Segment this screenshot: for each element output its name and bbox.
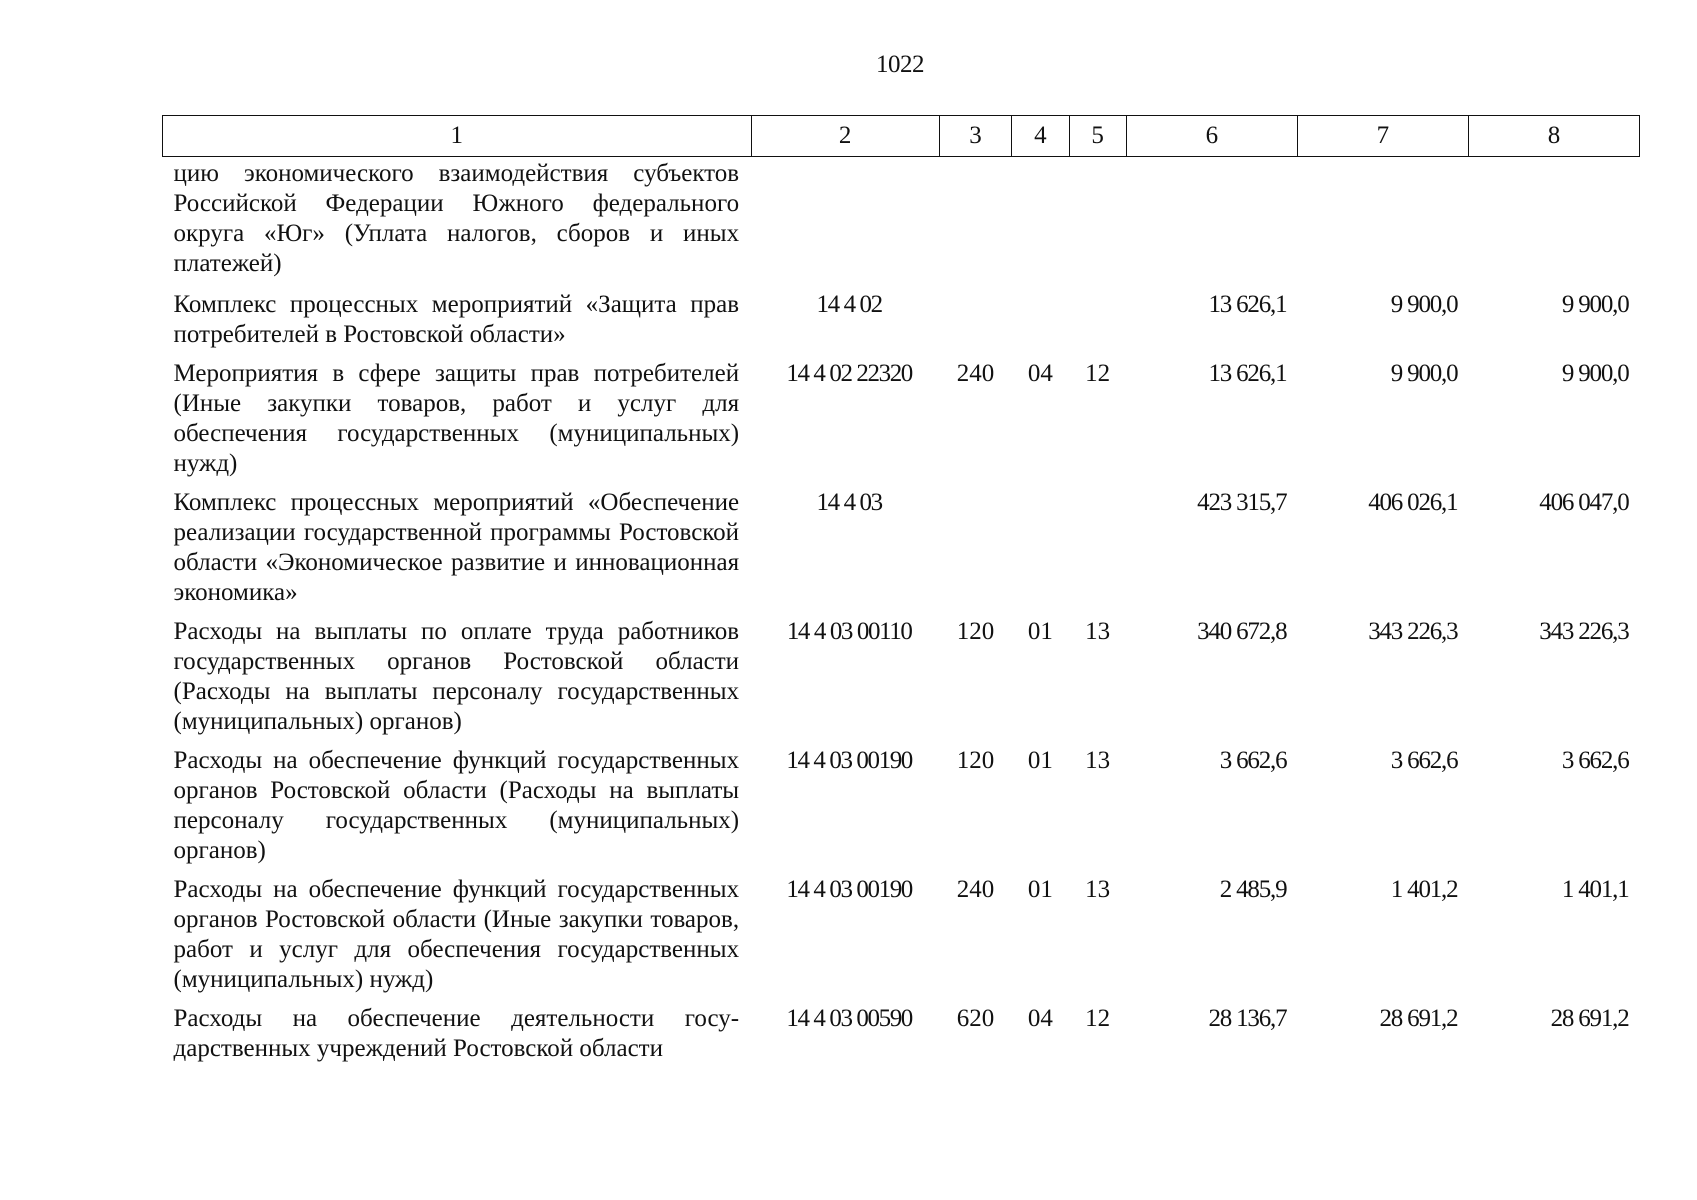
row-year3 xyxy=(1468,157,1639,286)
row-name: Мероприятия в сфере защиты прав потребителей (Иные закупки товаров, работ и услуг для обеспечения государственных (муниципальных) нужд) xyxy=(173,360,740,477)
row-year2 xyxy=(1297,157,1468,286)
table-row xyxy=(163,741,1640,870)
row-code: 14 4 03 00190 xyxy=(786,747,912,774)
table-row xyxy=(163,483,1640,612)
row-vr: 240 xyxy=(956,360,995,387)
row-year3: 343 226,3 xyxy=(1539,618,1629,645)
row-name: цию экономического взаимодействия субъектов Российской Федерации Южного федерального округа «Юг» (Уплата налогов, сборов и иных платежей) xyxy=(173,160,740,277)
row-pr xyxy=(1069,285,1126,354)
row-pr xyxy=(1069,483,1126,612)
row-name: Расходы на обеспечение функций государственных органов Ростовской области (Расходы на выплаты персоналу государственных (муниципальных) органов) xyxy=(173,747,740,864)
row-year3: 28 691,2 xyxy=(1550,1005,1629,1032)
row-vr: 240 xyxy=(956,876,995,903)
row-name: Комплекс процессных мероприятий «Защита прав потребителей в Ростовской области» xyxy=(173,291,740,348)
row-year2: 1 401,2 xyxy=(1390,876,1458,903)
page-number: 1022 xyxy=(876,51,924,78)
row-name: Расходы на обеспечение функций государственных органов Ростовской области (Иные закупки товаров, работ и услуг для обеспечения государственных (муниципальных) нужд) xyxy=(173,876,740,993)
row-rz xyxy=(1012,157,1069,286)
row-year1: 423 315,7 xyxy=(1197,489,1287,516)
row-rz xyxy=(1012,483,1069,612)
table-row xyxy=(163,354,1640,483)
row-year3: 9 900,0 xyxy=(1561,291,1629,318)
row-vr: 620 xyxy=(956,1005,995,1032)
row-rz: 04 xyxy=(1027,1005,1053,1032)
row-code: 14 4 03 00590 xyxy=(786,1005,912,1032)
header-col-7: 7 xyxy=(1297,116,1468,157)
table-row xyxy=(163,157,1640,286)
row-rz: 01 xyxy=(1027,618,1053,645)
row-vr: 120 xyxy=(956,747,995,774)
row-pr: 13 xyxy=(1085,747,1111,774)
table-row xyxy=(163,285,1640,354)
row-year1: 28 136,7 xyxy=(1208,1005,1287,1032)
row-year1: 13 626,1 xyxy=(1208,360,1287,387)
row-year3: 1 401,1 xyxy=(1561,876,1629,903)
row-year3: 3 662,6 xyxy=(1561,747,1629,774)
row-rz xyxy=(1012,285,1069,354)
row-pr: 12 xyxy=(1085,1005,1111,1032)
table-row xyxy=(163,999,1640,1068)
row-year1: 2 485,9 xyxy=(1219,876,1287,903)
row-vr xyxy=(939,483,1011,612)
header-col-3: 3 xyxy=(939,116,1011,157)
row-year3: 406 047,0 xyxy=(1539,489,1629,516)
row-year2: 9 900,0 xyxy=(1390,291,1458,318)
table-row xyxy=(163,870,1640,999)
row-year1: 3 662,6 xyxy=(1219,747,1287,774)
row-year2: 9 900,0 xyxy=(1390,360,1458,387)
row-year1: 13 626,1 xyxy=(1208,291,1287,318)
row-vr: 120 xyxy=(956,618,995,645)
budget-table xyxy=(162,115,1640,1068)
table-row xyxy=(163,612,1640,741)
row-rz: 01 xyxy=(1027,876,1053,903)
row-code xyxy=(751,157,939,286)
row-year2: 406 026,1 xyxy=(1368,489,1458,516)
row-year3: 9 900,0 xyxy=(1561,360,1629,387)
row-name: Расходы на обеспечение деятельности государственных учреждений Ростовской области xyxy=(173,1005,740,1062)
header-col-4: 4 xyxy=(1012,116,1069,157)
row-year2: 3 662,6 xyxy=(1390,747,1458,774)
header-col-1: 1 xyxy=(163,116,752,157)
row-pr xyxy=(1069,157,1126,286)
row-name: Расходы на выплаты по оплате труда работников государственных органов Ростовской области (Расходы на выплаты персоналу государственных (муниципальных) органов) xyxy=(173,618,740,735)
header-col-8: 8 xyxy=(1468,116,1639,157)
header-col-2: 2 xyxy=(751,116,939,157)
row-pr: 13 xyxy=(1085,876,1111,903)
row-year1 xyxy=(1126,157,1297,286)
row-name: Комплекс процессных мероприятий «Обеспечение реализации государственной программы Ростовской области «Экономическое развитие и инновационная экономика» xyxy=(173,489,740,606)
table-body xyxy=(163,157,1640,1069)
row-year1: 340 672,8 xyxy=(1197,618,1287,645)
row-pr: 12 xyxy=(1085,360,1111,387)
table-header xyxy=(163,116,1640,157)
row-code: 14 4 03 00190 xyxy=(786,876,912,903)
header-row xyxy=(163,116,1640,157)
row-vr xyxy=(939,157,1011,286)
row-year2: 343 226,3 xyxy=(1368,618,1458,645)
header-col-5: 5 xyxy=(1069,116,1126,157)
row-code: 14 4 03 00110 xyxy=(786,618,912,645)
row-code: 14 4 03 xyxy=(816,489,882,516)
row-year2: 28 691,2 xyxy=(1379,1005,1458,1032)
row-rz: 01 xyxy=(1027,747,1053,774)
header-col-6: 6 xyxy=(1126,116,1297,157)
row-vr xyxy=(939,285,1011,354)
row-pr: 13 xyxy=(1085,618,1111,645)
row-code: 14 4 02 xyxy=(816,291,882,318)
row-rz: 04 xyxy=(1027,360,1053,387)
row-code: 14 4 02 22320 xyxy=(786,360,912,387)
